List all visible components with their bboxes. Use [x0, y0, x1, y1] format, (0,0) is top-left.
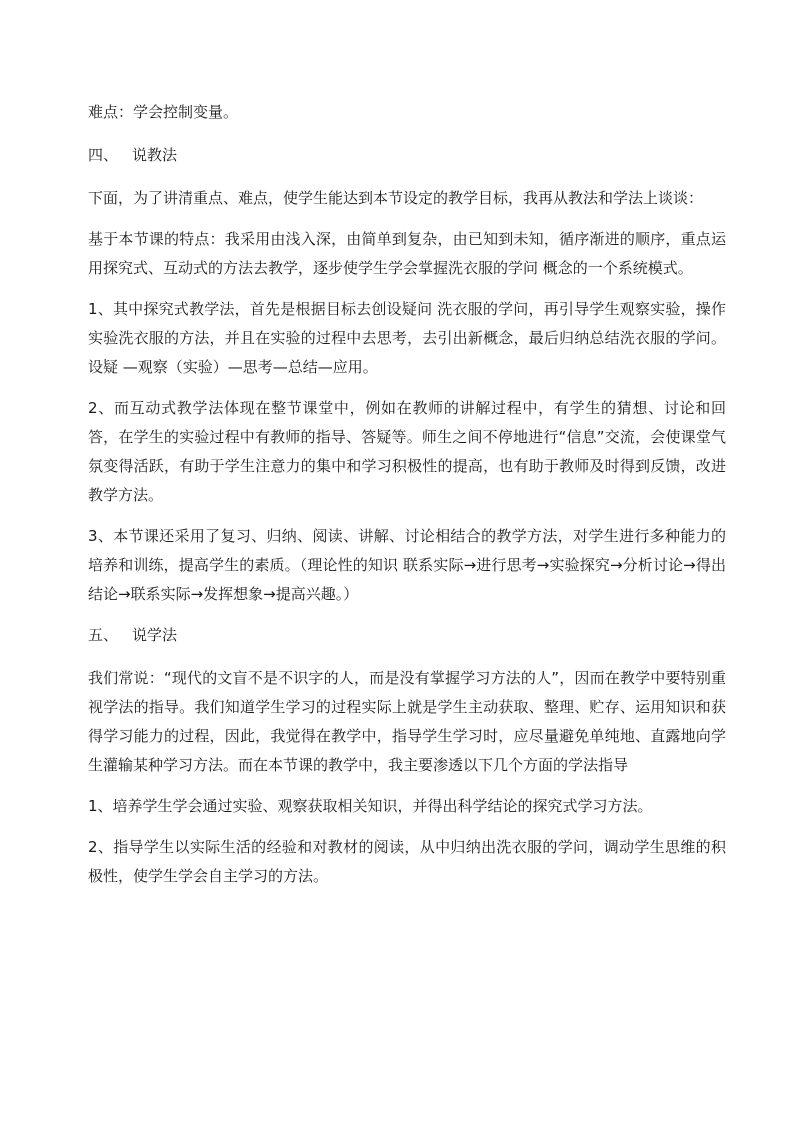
difficulty-line: 难点：学会控制变量。 [88, 103, 239, 121]
paragraph: 1、其中探究式教学法，首先是根据目标去创设疑问 洗衣服的学问，再引导学生观察实验，操作实验洗衣服的方法，并且在实验的过程中去思考，去引出新概念，最后归纳总结洗衣服的学问。设疑 —观察（实验）—思考—总结—应用。 [88, 300, 726, 376]
section-heading-teaching-method [88, 141, 726, 170]
paragraph: 基于本节课的特点：我采用由浅入深，由简单到复杂，由已知到未知，循序渐进的顺序，重点运用探究式、互动式的方法去教学，逐步使学生学会掌握洗衣服的学问 概念的一个系统模式。 [88, 230, 726, 277]
paragraph: 1、培养学生学会通过实验、观察获取相关知识，并得出科学结论的探究式学习方法。 [88, 797, 653, 815]
paragraph: 2、指导学生以实际生活的经验和对教材的阅读，从中归纳出洗衣服的学问，调动学生思维的积极性，使学生学会自主学习的方法。 [88, 838, 726, 885]
section-heading-learning-method [88, 621, 726, 650]
section-title: 说学法 [132, 626, 178, 644]
paragraph: 下面，为了讲清重点、难点，使学生能达到本节设定的教学目标，我再从教法和学法上谈谈： [88, 189, 704, 207]
paragraph: 我们常说：“现代的文盲不是不识字的人，而是没有掌握学习方法的人”，因而在教学中要特别重视学法的指导。我们知道学生学习的过程实际上就是学生主动获取、整理、贮存、运用知识和获得学习能力的过程，因此，我觉得在教学中，指导学生学习时，应尽量避免单纯地、直露地向学生灌输某种学习方法。而在本节课的教学中，我主要渗透以下几个方面的学法指导 [88, 669, 726, 774]
paragraph: 3、本节课还采用了复习、归纳、阅读、讲解、讨论相结合的教学方法，对学生进行多种能力的培养和训练，提高学生的素质。（理论性的知识 联系实际→进行思考→实验探究→分析讨论→得出结论→联系实际→发挥想象→提高兴趣。） [88, 527, 726, 603]
section-number: 四、 [88, 146, 119, 164]
section-number: 五、 [88, 626, 119, 644]
paragraph: 2、而互动式教学法体现在整节课堂中，例如在教师的讲解过程中，有学生的猜想、讨论和回答，在学生的实验过程中有教师的指导、答疑等。师生之间不停地进行“信息”交流，会使课堂气氛变得活跃，有助于学生注意力的集中和学习积极性的提高，也有助于教师及时得到反馈，改进教学方法。 [88, 399, 726, 504]
section-title: 说教法 [132, 146, 178, 164]
